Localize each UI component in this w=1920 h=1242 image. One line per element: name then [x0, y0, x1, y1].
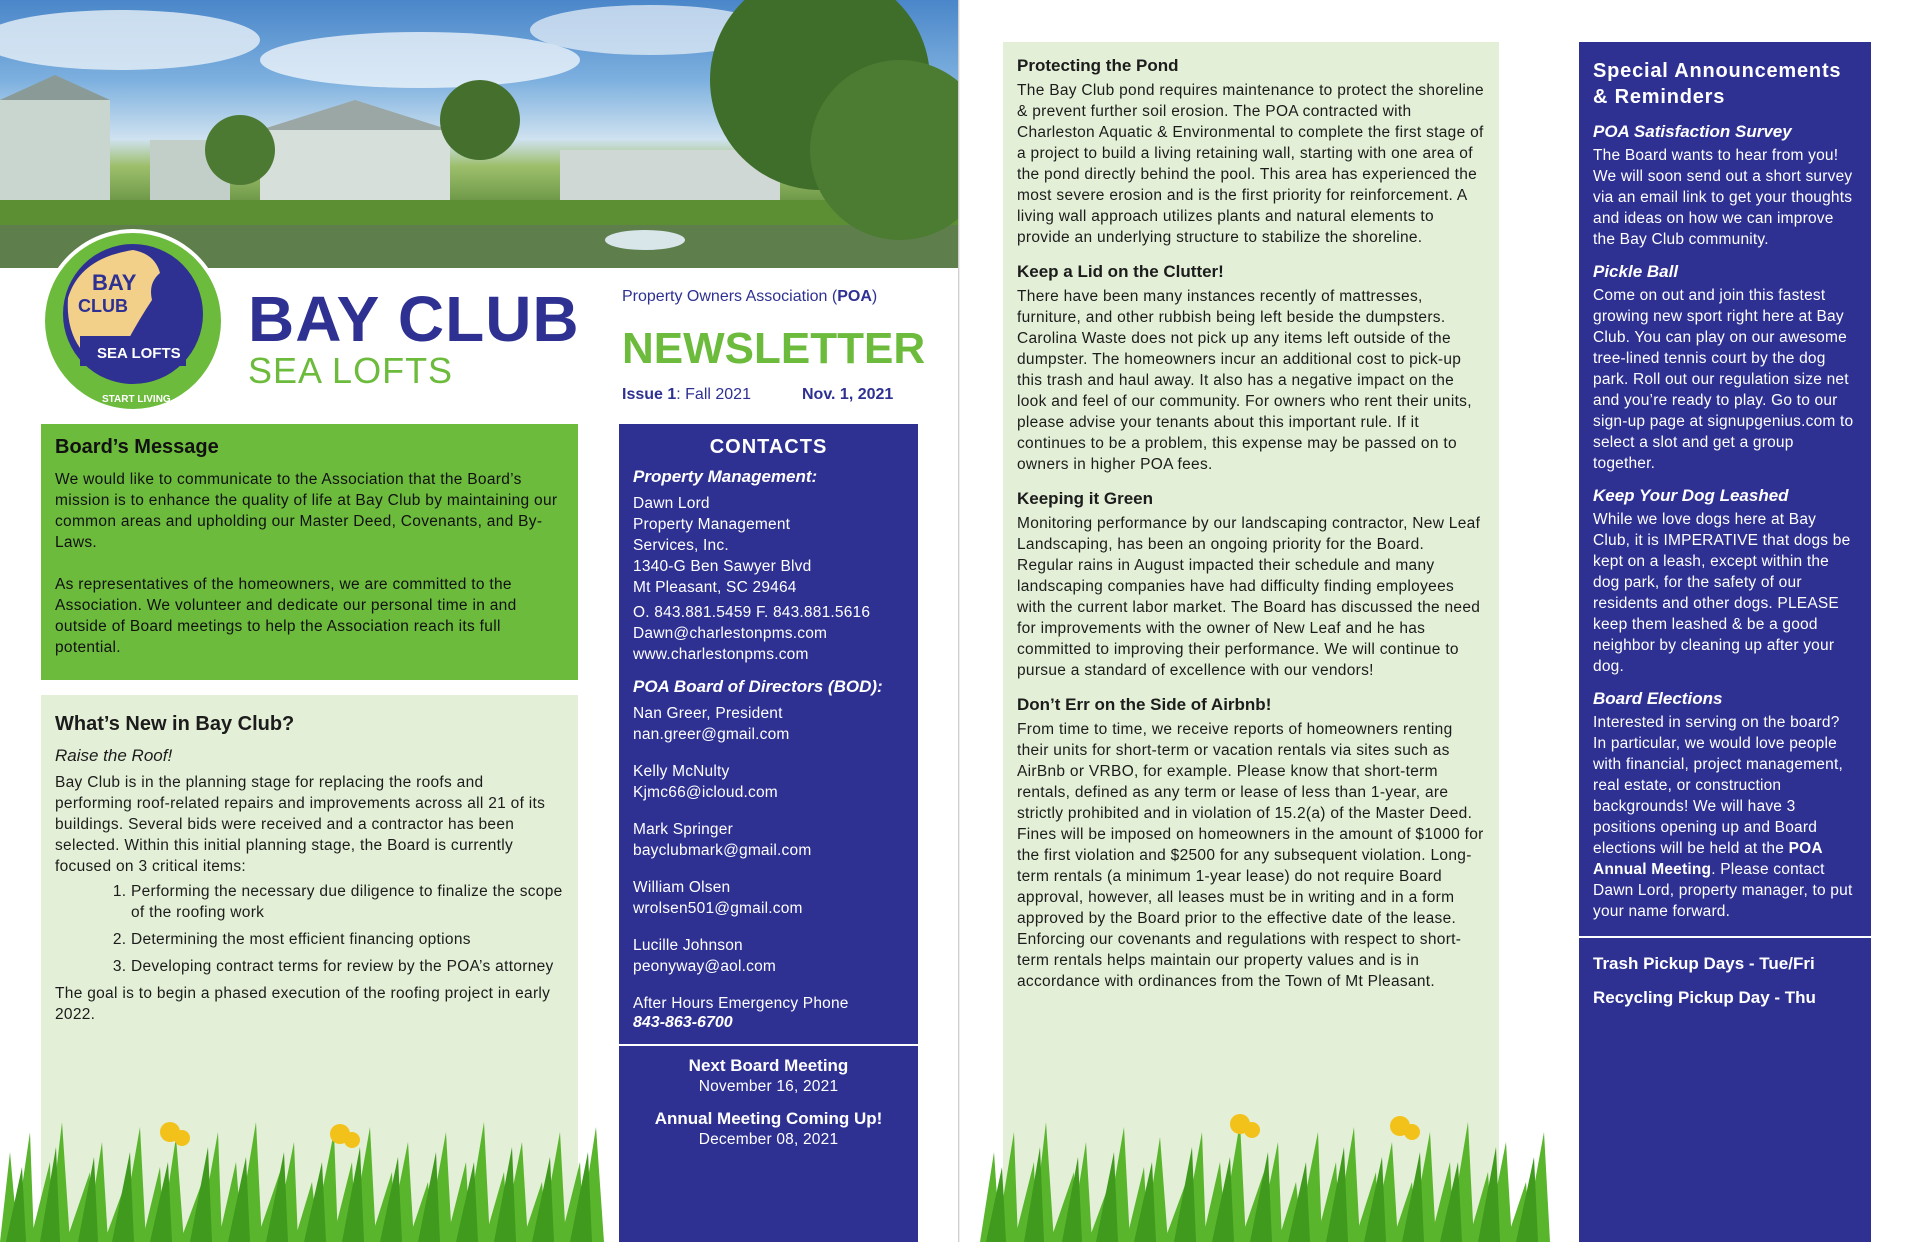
- divider: [619, 1044, 918, 1046]
- bod-heading: POA Board of Directors (BOD):: [633, 677, 883, 696]
- next-meeting-date: November 16, 2021: [698, 1078, 839, 1095]
- annual-meeting-date: December 08, 2021: [698, 1131, 839, 1148]
- bod-email[interactable]: peonyway@aol.com: [633, 958, 777, 975]
- announcement-dog: [1593, 486, 1857, 677]
- annual-meeting-label: Annual Meeting Coming Up!: [654, 1109, 883, 1128]
- grass-border-icon: [960, 1092, 1920, 1242]
- pm-line: 1340-G Ben Sawyer Blvd: [633, 558, 812, 575]
- pm-email[interactable]: Dawn@charlestonpms.com: [633, 625, 828, 642]
- article-text: The Bay Club pond requires maintenance to protect the shoreline & prevent further soil erosion. The POA contracted with Charleston Aquatic & Environmental to complete the first stage of a project to build a living retaining wall, starting with one area of the pond directly behind the pool. This area has experienced the most severe erosion and is the first priority for reinforcement. A living wall approach utilizes plants and natural elements to provide an underlying structure to stabilize the shoreline.: [1017, 82, 1484, 246]
- announcement-text: Come on out and join this fastest growing new sport right here at Bay Club. You can play on our awesome tree-lined tennis court by the dog park. Roll out our regulation size net and you’re ready to play. Go to our sign-up page at signupgenius.com to select a slot and get a group together.: [1593, 287, 1854, 472]
- bod-name: William Olsen: [633, 879, 731, 896]
- logo-band-text: SEA LOFTS: [97, 345, 181, 362]
- pm-line: Property Management: [633, 516, 791, 533]
- emergency-label: After Hours Emergency Phone: [633, 995, 849, 1012]
- special-announcements-box: [1579, 42, 1871, 1242]
- whats-new-title: What’s New in Bay Club?: [55, 713, 295, 735]
- property-management-block: [633, 493, 904, 665]
- article-text: There have been many instances recently of mattresses, furniture, and other rubbish being left beside the dumpsters. Carolina Waste does not pick up any items left outside of the dumpster. The homeowners incur an additional cost to pick-up this trash and haul away. It also has a negative impact on the look and feel of our community. For owners who rent their units, please advise your tenants about this important rule. If it continues to be a problem, this expense may be passed on to owners in higher POA fees.: [1017, 288, 1472, 473]
- bay-club-logo: [40, 228, 226, 414]
- bod-name: Lucille Johnson: [633, 937, 743, 954]
- list-item: [633, 877, 904, 919]
- list-item: 1. Performing the necessary due diligence to finalize the scope of the roofing work: [131, 881, 564, 923]
- announcement-pickleball: [1593, 262, 1857, 474]
- raise-roof-intro: Bay Club is in the planning stage for replacing the roofs and performing roof-related repairs and improvements across all 21 of its buildings. Several bids were received and a contractor has been selected. Within this initial planning stage, the Board is currently focused on 3 critical items:: [55, 774, 546, 875]
- boards-message-para1: We would like to communicate to the Association that the Board’s mission is to enhance the quality of life at Bay Club by maintaining our common areas and upholding our Master Deed, Covenants, and By-Laws.: [55, 471, 558, 551]
- logo-text-club: CLUB: [78, 296, 128, 316]
- article-clutter: [1017, 262, 1485, 475]
- logo-text-bay: BAY: [92, 270, 137, 295]
- announcement-heading: POA Satisfaction Survey: [1593, 122, 1792, 141]
- article-text: From time to time, we receive reports of homeowners renting their units for short-term or vacation rentals via sites such as AirBnb or VRBO, for example. Please know that short-term rentals, defined as any term or lease of less than 1-year, are strictly prohibited and in violation of 15.2(a) of the Master Deed. Fines will be imposed on homeowners in the amount of $1000 for the first violation and $2500 for any subsequent violation. Long-term rentals (a minimum 1-year lease) do not require Board approval, however, all leases must be in writing and in a form approved by the Board prior to the effective date of the lease. Enforcing our covenants and regulations with respect to short-term rentals helps maintain our property values and is in accordance with ordinances from the Town of Mt Pleasant.: [1017, 721, 1484, 990]
- list-item: [633, 819, 904, 861]
- announcement-survey: [1593, 122, 1857, 250]
- emergency-phone[interactable]: 843-863-6700: [633, 1014, 733, 1031]
- bod-email[interactable]: Kjmc66@icloud.com: [633, 784, 778, 801]
- raise-roof-closing: The goal is to begin a phased execution of the roofing project in early 2022.: [55, 985, 551, 1023]
- list-item: 2. Determining the most efficient financing options: [131, 929, 564, 950]
- newsletter-title: NEWSLETTER: [622, 324, 926, 373]
- logo-ring-text: START LIVING: [102, 394, 171, 405]
- announcement-elections: [1593, 689, 1857, 922]
- bod-name: Nan Greer, President: [633, 705, 783, 722]
- boards-message-para2: As representatives of the homeowners, we are committed to the Association. We volunteer and dedicate our personal time in and outside of Board meetings to help the Association reach its full potential.: [55, 576, 517, 656]
- property-management-heading: Property Management:: [633, 467, 818, 486]
- bod-email[interactable]: bayclubmark@gmail.com: [633, 842, 812, 859]
- pm-phone-line: O. 843.881.5459 F. 843.881.5616: [633, 604, 871, 621]
- article-title: Don’t Err on the Side of Airbnb!: [1017, 695, 1272, 714]
- divider: [1579, 936, 1871, 938]
- pm-line: Mt Pleasant, SC 29464: [633, 579, 797, 596]
- roof-items-list: [55, 881, 564, 977]
- trash-pickup: Trash Pickup Days - Tue/Fri: [1593, 954, 1815, 973]
- recycling-pickup: Recycling Pickup Day - Thu: [1593, 988, 1816, 1007]
- article-green: [1017, 489, 1485, 681]
- announcement-heading: Keep Your Dog Leashed: [1593, 486, 1789, 505]
- bod-name: Kelly McNulty: [633, 763, 730, 780]
- brand-subname: SEA LOFTS: [248, 350, 454, 391]
- pm-line: Services, Inc.: [633, 537, 729, 554]
- pm-website[interactable]: www.charlestonpms.com: [633, 646, 809, 663]
- article-pond: [1017, 56, 1485, 248]
- article-text: Monitoring performance by our landscaping contractor, New Leaf Landscaping, has been an ongoing priority for the Board. Regular rains in August impacted their schedule and many landscaping companies have had difficulty finding employees with the current labor market. The Board has discussed the need for improvements with the owner of New Leaf and he has committed to improving their performance. We will continue to pursue a standard of excellence with our vendors!: [1017, 515, 1481, 679]
- boards-message-box: [41, 424, 578, 680]
- announcement-text: Interested in serving on the board? In particular, we would love people with financial, project management, real estate, or construction backgrounds! We will have 3 positions opening up and Board elections will be held at the POA Annual Meeting. Please contact Dawn Lord, property manager, to put your name forward.: [1593, 714, 1853, 920]
- poa-line: Property Owners Association (POA): [622, 288, 878, 305]
- issue-date: Nov. 1, 2021: [802, 386, 894, 403]
- flower-icon: [160, 1122, 360, 1148]
- pm-line: Dawn Lord: [633, 495, 710, 512]
- list-item: [633, 761, 904, 803]
- boards-message-title: Board’s Message: [55, 436, 219, 458]
- special-title: Special Announcements & Reminders: [1593, 60, 1842, 108]
- article-title: Protecting the Pond: [1017, 56, 1179, 75]
- grass-border-icon: [0, 1092, 960, 1242]
- announcement-heading: Pickle Ball: [1593, 262, 1679, 281]
- announcement-heading: Board Elections: [1593, 689, 1723, 708]
- list-item: [633, 935, 904, 977]
- article-title: Keep a Lid on the Clutter!: [1017, 262, 1224, 281]
- flower-icon: [1230, 1114, 1420, 1140]
- right-page: [960, 0, 1920, 1242]
- issue-line: Issue 1: Fall 2021 Nov. 1, 2021: [622, 386, 894, 403]
- list-item: [633, 703, 904, 745]
- bod-name: Mark Springer: [633, 821, 733, 838]
- bod-email[interactable]: nan.greer@gmail.com: [633, 726, 790, 743]
- announcement-text: The Board wants to hear from you! We will soon send out a short survey via an email link to get your thoughts and ideas on how we can improve the Bay Club community.: [1593, 147, 1853, 248]
- raise-roof-subtitle: Raise the Roof!: [55, 746, 173, 765]
- article-airbnb: [1017, 695, 1485, 992]
- bod-email[interactable]: wrolsen501@gmail.com: [633, 900, 803, 917]
- list-item: 3. Developing contract terms for review by the POA’s attorney: [131, 956, 564, 977]
- contacts-title: CONTACTS: [709, 436, 828, 458]
- articles-box: [1003, 42, 1499, 1242]
- announcement-text: While we love dogs here at Bay Club, it is IMPERATIVE that dogs be kept on a leash, except within the dog park, for the safety of our residents and other dogs. PLEASE keep them leashed & be a good neighbor by cleaning up after your dog.: [1593, 511, 1851, 675]
- brand-name: BAY CLUB: [248, 283, 580, 355]
- next-meeting-label: Next Board Meeting: [688, 1056, 849, 1075]
- article-title: Keeping it Green: [1017, 489, 1154, 508]
- bod-list: [633, 703, 904, 977]
